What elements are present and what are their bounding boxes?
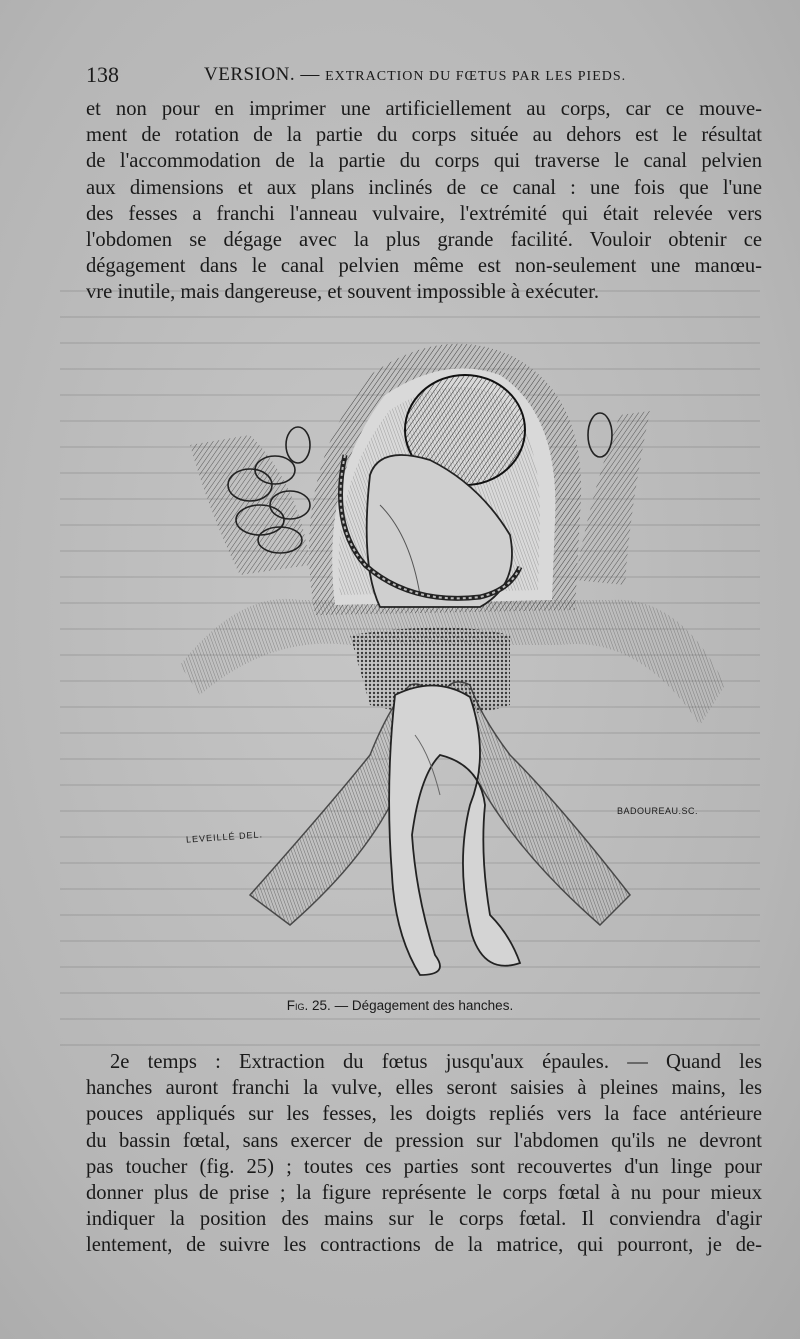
text-line: 2e temps : Extraction du fœtus jusqu'aux épaules. — Quand les: [110, 1051, 762, 1073]
engraving-figure: [180, 335, 730, 985]
text-line: et non pour en imprimer une artificiellement au corps, car ce mouve-: [86, 98, 762, 120]
paragraph-2: [86, 1049, 762, 1259]
engraving-illustration: [180, 335, 730, 985]
text-line: pouces appliqués sur les fesses, les doigts repliés vers la face antérieure: [86, 1103, 762, 1126]
text-line: aux dimensions et aux plans inclinés de ce canal : une fois que l'une: [86, 176, 762, 199]
draughtsman-signature: LEVEILLÉ DEL.: [185, 829, 264, 845]
text-line: de l'accommodation de la partie du corps qui traverse le canal pelvien: [86, 150, 762, 173]
text-line: des fesses a franchi l'anneau vulvaire, l'extrémité qui était relevée vers: [86, 202, 762, 225]
text-line: du bassin fœtal, sans exercer de pression sur l'abdomen qu'ils ne devront: [86, 1129, 762, 1152]
figure-caption-text: — Dégagement des hanches.: [334, 998, 514, 1013]
figure-caption: [0, 998, 800, 1013]
text-line: indiquer la position des mains sur le corps fœtal. Il conviendra d'agir: [86, 1208, 762, 1231]
text-line: donner plus de prise ; la figure représente le corps fœtal à nu pour mieux: [86, 1182, 762, 1205]
text-line: vre inutile, mais dangereuse, et souvent impossible à exécuter.: [86, 281, 599, 304]
engraver-signature: BADOUREAU.SC.: [617, 806, 699, 816]
text-line: ment de rotation de la partie du corps située au dehors est le résultat: [86, 124, 762, 147]
running-title-sub: EXTRACTION DU FŒTUS PAR LES PIEDS.: [325, 69, 627, 84]
figure-number: Fig. 25.: [286, 998, 331, 1013]
running-title-main: VERSION.: [204, 64, 296, 85]
text-line: lentement, de suivre les contractions de la matrice, qui pourront, je de-: [86, 1234, 762, 1257]
running-title: [204, 64, 626, 86]
text-line: dégagement dans le canal pelvien même est non-seulement une manœu-: [86, 255, 762, 278]
fetal-legs: [389, 685, 520, 975]
paragraph-1: [86, 96, 762, 306]
page-header: [86, 62, 766, 92]
page-number: 138: [86, 62, 119, 87]
text-line: hanches auront franchi la vulve, elles seront saisies à pleines mains, les: [86, 1077, 762, 1100]
text-line: pas toucher (fig. 25) ; toutes ces parties sont recouvertes d'un linge pour: [86, 1155, 762, 1178]
running-title-dash: —: [300, 64, 320, 85]
left-wall: [190, 435, 310, 575]
text-line: l'obdomen se dégage avec la plus grande facilité. Vouloir obtenir ce: [86, 229, 762, 252]
